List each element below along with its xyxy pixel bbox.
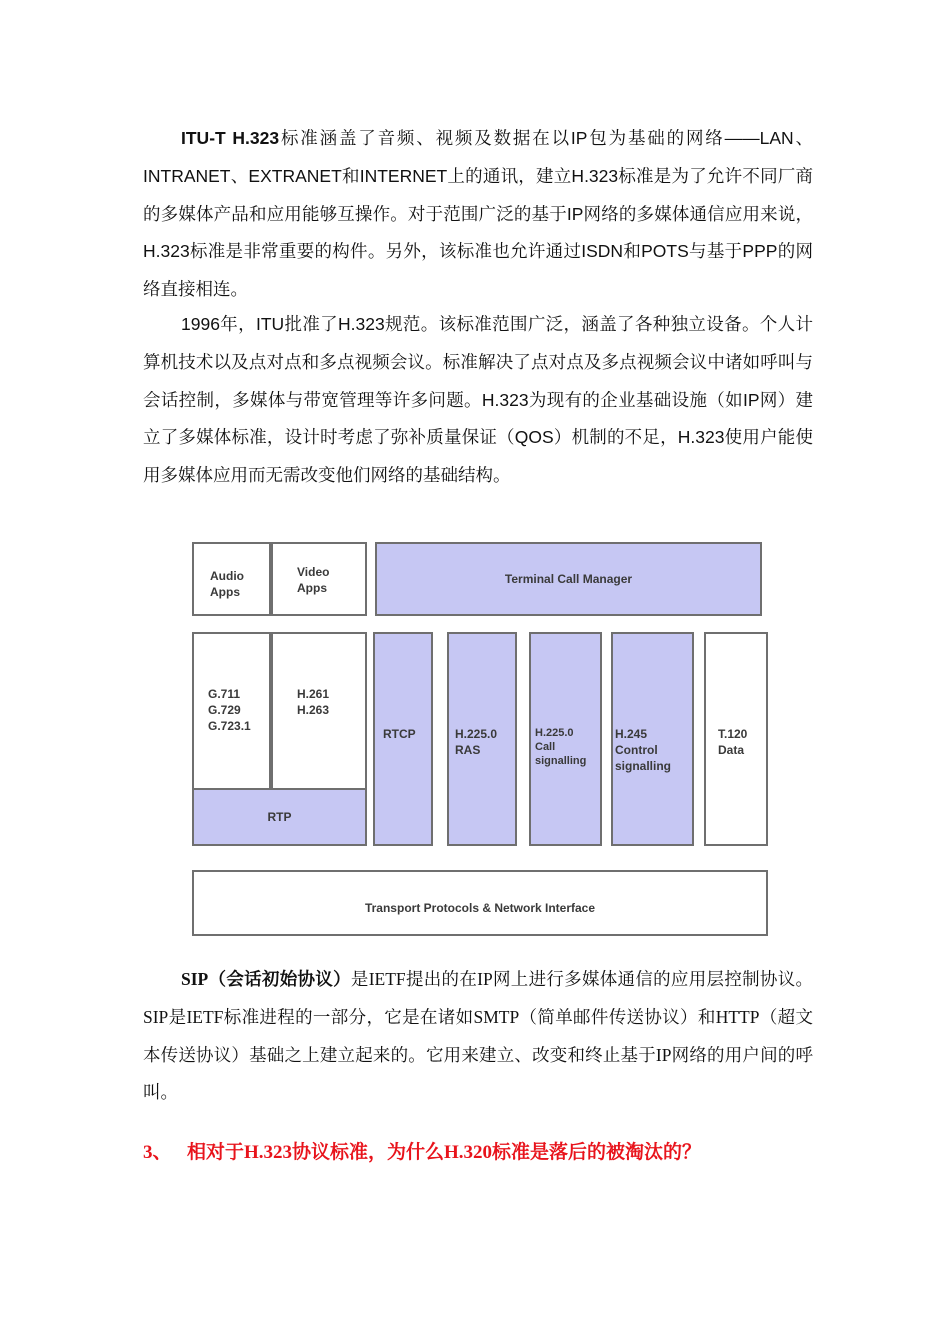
h323-protocol-stack-diagram [190,540,770,940]
rtcp-label: RTCP [383,727,416,741]
data-label: T.120 Data [718,727,748,757]
audio-apps-box [192,542,271,616]
call-signalling-box [529,632,602,846]
control-signalling-label: H.245 Control signalling [615,727,672,773]
video-apps-box [271,542,367,616]
rtp-label: RTP [267,810,292,824]
control-signalling-box [611,632,694,846]
video-codecs-box [271,632,367,790]
audio-codecs-label: G.711 G.729 G.723.1 [208,687,251,733]
video-codecs-label: H.261 H.263 [297,687,330,717]
transport-label: Transport Protocols & Network Interface [364,901,596,915]
question-number: 3、 [143,1142,172,1163]
sip-lead: SIP（会话初始协议） [181,969,351,989]
paragraph-h323-intro [143,120,813,309]
paragraph-sip [143,961,813,1112]
rtcp-box [373,632,433,846]
video-apps-label: Video Apps [297,565,330,595]
rtp-box [192,788,367,846]
h323-lead: ITU-T H.323 [181,128,280,148]
question-text: 相对于H.323协议标准，为什么H.320标准是落后的被淘汰的？ [187,1142,702,1163]
terminal-call-manager-label: Terminal Call Manager [504,572,633,586]
ras-box [447,632,517,846]
paragraph-h323-history [143,306,813,495]
data-box [704,632,768,846]
audio-apps-label: Audio Apps [210,569,244,599]
audio-codecs-box [192,632,271,790]
ras-label: H.225.0 RAS [455,727,498,757]
sip-text: 是IETF提出的在IP网上进行多媒体通信的应用层控制协议。SIP是IETF标准进程的一部分，它是在诸如SMTP（简单邮件传送协议）和HTTP（超文本传送协议）基础之上建立起来的。它用来建立、改变和终止基于IP网络的用户间的呼叫。 [143,969,814,1103]
question-heading [143,1137,823,1164]
transport-box [192,870,768,936]
h323-intro-text: 标准涵盖了音频、视频及数据在以IP包为基础的网络——LAN、INTRANET、EXTRANET和INTERNET上的通讯，建立H.323标准是为了允许不同厂商的多媒体产品和应用能够互操作。对于范围广泛的基于IP网络的多媒体通信应用来说，H.323标准是非常重要的构件。另外，该标准也允许通过ISDN和POTS与基于PPP的网络直接相连。 [143,128,813,300]
call-signalling-label: H.225.0 Call signalling [535,727,587,767]
h323-history-text: 1996年，ITU批准了H.323规范。该标准范围广泛，涵盖了各种独立设备。个人计算机技术以及点对点和多点视频会议。标准解决了点对点及多点视频会议中诸如呼叫与会话控制，多媒体与带宽管理等许多问题。H.323为现有的企业基础设施（如IP网）建立了多媒体标准，设计时考虑了弥补质量保证（QOS）机制的不足，H.323使用户能使用多媒体应用而无需改变他们网络的基础结构。 [143,314,813,486]
terminal-call-manager-box [375,542,762,616]
